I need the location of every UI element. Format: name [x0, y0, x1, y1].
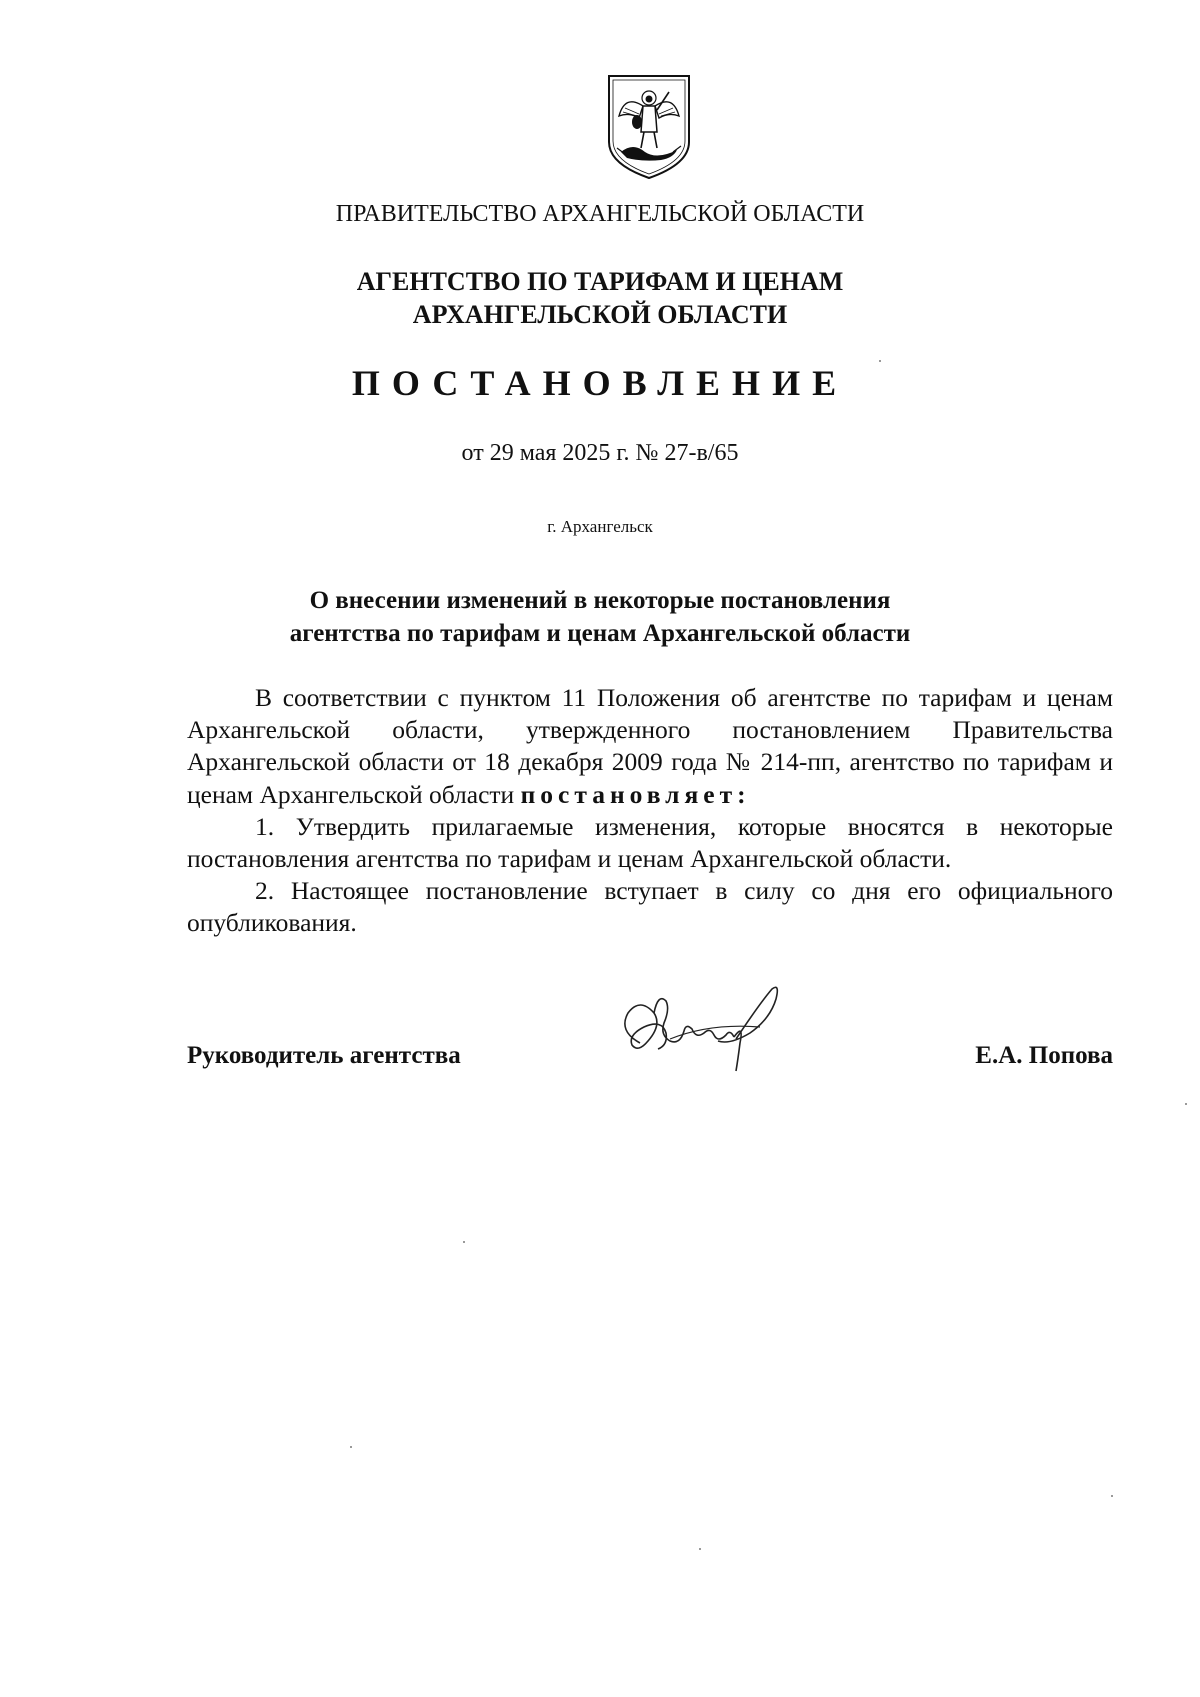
scan-speck — [1185, 1103, 1187, 1105]
document-body — [187, 682, 1113, 940]
subject-line1: О внесении изменений в некоторые постановления — [309, 587, 891, 614]
item-2: 2. Настоящее постановление вступает в силу со дня его официального опубликования. — [187, 876, 1113, 938]
date-and-number: от 29 мая 2025 г. № 27-в/65 — [461, 440, 739, 466]
scan-speck — [1111, 1495, 1113, 1497]
government-name: ПРАВИТЕЛЬСТВО АРХАНГЕЛЬСКОЙ ОБЛАСТИ — [335, 201, 865, 227]
agency-name-line1: АГЕНТСТВО ПО ТАРИФАМ И ЦЕНАМ — [356, 267, 844, 296]
preamble-paragraph — [187, 682, 1113, 811]
city: г. Архангельск — [547, 517, 653, 536]
signatory-role: Руководитель агентства — [187, 1042, 461, 1069]
handwritten-signature-icon — [610, 983, 810, 1073]
document-subject — [0, 584, 1200, 650]
resolves-word: постановляет: — [520, 779, 751, 809]
scan-speck — [879, 360, 881, 362]
scan-speck — [699, 1548, 701, 1550]
coat-of-arms-icon — [603, 72, 695, 182]
signatory-name: Е.А. Попова — [975, 1042, 1113, 1069]
document-type: ПОСТАНОВЛЕНИЕ — [351, 363, 849, 403]
preamble-text: В соответствии с пунктом 11 Положения об агентстве по тарифам и ценам Архангельской области, утвержденного постановлением Правительства Архангельской области от 18 декабря 2009 года № 214-пп, агентство по тарифам и ценам Архангельской области — [187, 683, 1113, 809]
subject-line2: агентства по тарифам и ценам Архангельской области — [289, 620, 911, 647]
agency-name — [0, 265, 1200, 331]
agency-name-line2: АРХАНГЕЛЬСКОЙ ОБЛАСТИ — [412, 300, 788, 329]
item-1: 1. Утвердить прилагаемые изменения, которые вносятся в некоторые постановления агентства по тарифам и ценам Архангельской области. — [187, 811, 1113, 874]
scan-speck — [463, 1241, 465, 1243]
scan-speck — [350, 1446, 352, 1448]
